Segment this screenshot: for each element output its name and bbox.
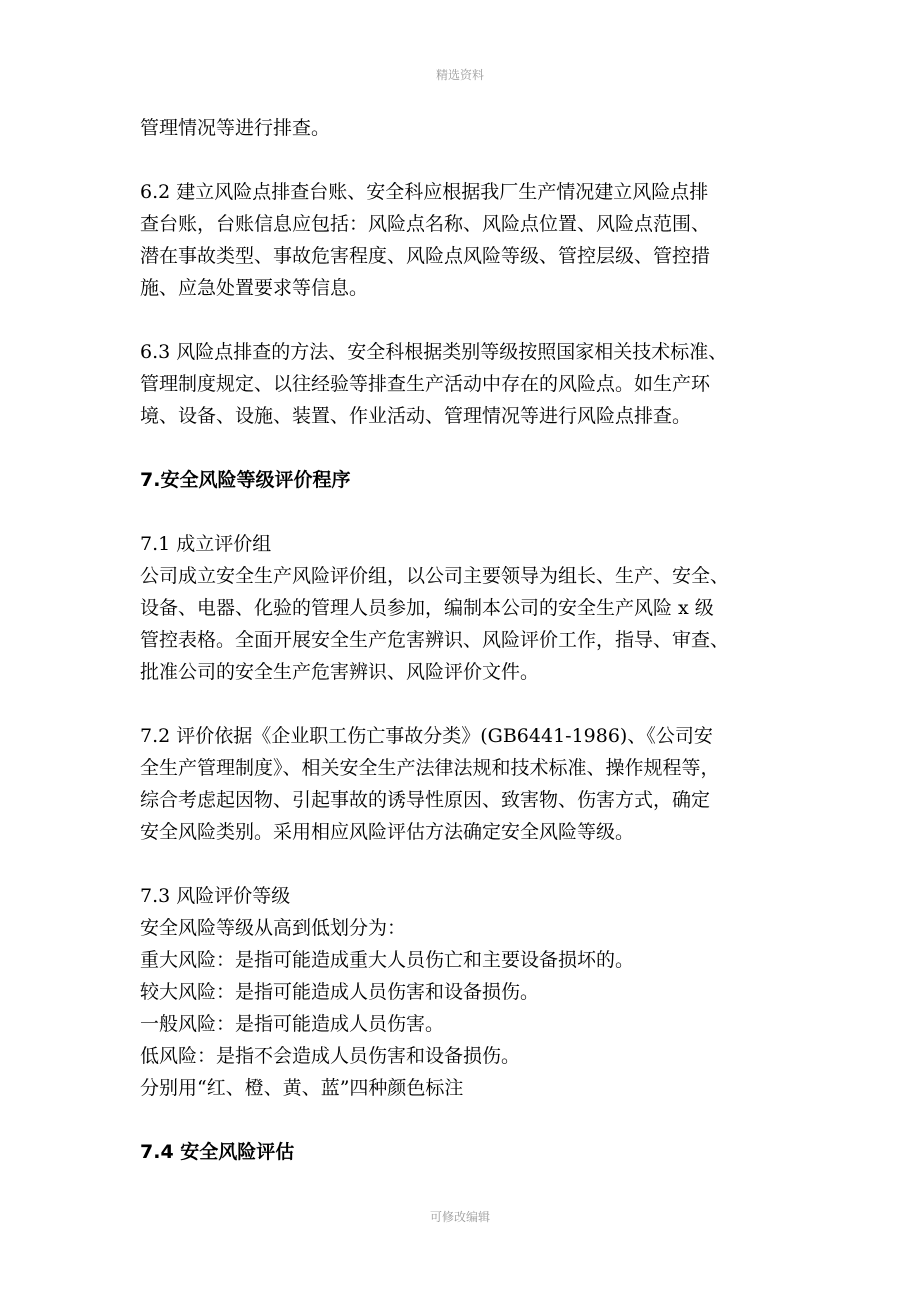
paragraph-7-3	[140, 880, 790, 1104]
text-line: 设备、电器、化验的管理人员参加，编制本公司的安全生产风险 x 级	[140, 597, 714, 619]
text-line: 6.2 建立风险点排查台账、安全科应根据我厂生产情况建立风险点排	[140, 181, 709, 203]
page-header: 精选资料	[435, 68, 484, 82]
text-line: 公司成立安全生产风险评价组，以公司主要领导为组长、生产、安全、	[140, 565, 730, 587]
text-line: 境、设备、设施、装置、作业活动、管理情况等进行风险点排查。	[140, 405, 692, 427]
document-body	[140, 112, 790, 1200]
text-line: 管理情况等进行排查。	[140, 117, 331, 139]
text-line: 一般风险：是指可能造成人员伤害。	[140, 1013, 445, 1035]
text-line: 综合考虑起因物、引起事故的诱导性原因、致害物、伤害方式，确定	[140, 789, 711, 811]
paragraph-7-2	[140, 720, 790, 848]
section-heading-7-4: 7.4 安全风险评估	[140, 1141, 295, 1163]
text-line: 查台账，台账信息应包括：风险点名称、风险点位置、风险点范围、	[140, 213, 711, 235]
paragraph-7-1	[140, 528, 790, 688]
text-line: 全生产管理制度》、相关安全生产法律法规和技术标准、操作规程等，	[140, 757, 720, 779]
text-line: 7.3 风险评价等级	[140, 885, 291, 907]
text-line: 安全风险类别。采用相应风险评估方法确定安全风险等级。	[140, 821, 635, 843]
text-line: 施、应急处置要求等信息。	[140, 277, 369, 299]
page-footer: 可修改编辑	[429, 1210, 490, 1224]
text-line: 潜在事故类型、事故危害程度、风险点风险等级、管控层级、管控措	[140, 245, 711, 267]
text-line: 较大风险：是指可能造成人员伤害和设备损伤。	[140, 981, 540, 1003]
text-line: 管理制度规定、以往经验等排查生产活动中存在的风险点。如生产环	[140, 373, 711, 395]
paragraph-6-3	[140, 336, 790, 432]
section-heading-7: 7.安全风险等级评价程序	[140, 469, 351, 491]
text-line: 6.3 风险点排查的方法、安全科根据类别等级按照国家相关技术标准、	[140, 341, 728, 363]
text-line: 重大风险：是指可能造成重大人员伤亡和主要设备损坏的。	[140, 949, 635, 971]
text-line: 管控表格。全面开展安全生产危害辨识、风险评价工作，指导、审查、	[140, 629, 730, 651]
text-line: 7.1 成立评价组	[140, 533, 272, 555]
text-line: 低风险：是指不会造成人员伤害和设备损伤。	[140, 1045, 521, 1067]
text-line: 批准公司的安全生产危害辨识、风险评价文件。	[140, 661, 540, 683]
paragraph-6-2	[140, 176, 790, 304]
text-line: 7.2 评价依据《企业职工伤亡事故分类》(GB6441-1986)、《公司安	[140, 725, 713, 747]
text-line: 安全风险等级从高到低划分为：	[140, 917, 407, 939]
paragraph-6-1-end	[140, 112, 790, 144]
text-line: 分别用“红、橙、黄、蓝”四种颜色标注	[140, 1077, 464, 1099]
